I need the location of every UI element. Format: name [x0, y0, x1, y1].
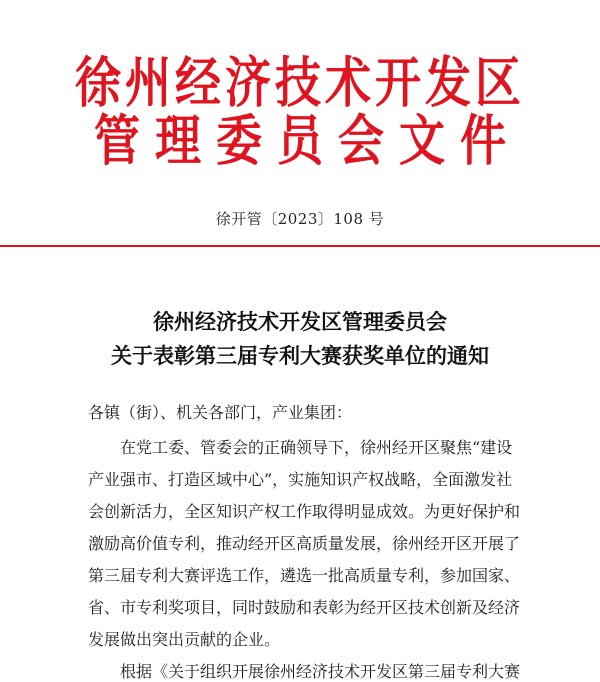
body-line: 省、市专利奖项目，同时鼓励和表彰为经开区技术创新及经济: [88, 598, 521, 617]
body-line: 根据《关于组织开展徐州经济技术开发区第三届专利大赛: [88, 662, 521, 681]
notice-title-line1: 徐州经济技术开发区管理委员会: [153, 309, 447, 334]
document-header-line1: 徐州经济技术开发区: [75, 50, 525, 115]
body-line: 激励高价值专利，推动经开区高质量发展，徐州经开区开展了: [88, 534, 521, 553]
body-line: 产业强市、打造区域中心”，实施知识产权战略，全面激发社: [88, 470, 513, 489]
body-line: 会创新活力，全区知识产权工作取得明显成效。为更好保护和: [88, 502, 521, 521]
body-line: 第三届专利大赛评选工作，遴选一批高质量专利，参加国家、: [88, 566, 521, 585]
body-line: 发展做出突出贡献的企业。: [88, 630, 281, 649]
red-divider-line: [0, 245, 600, 247]
document-number: 徐开管〔2023〕108 号: [215, 210, 385, 228]
salutation: 各镇（街）、机关各部门，产业集团：: [88, 403, 353, 422]
document-header-line2: 管理委员会文件: [94, 108, 521, 173]
body-line: 在党工委、管委会的正确领导下，徐州经开区聚焦“建设: [88, 438, 513, 457]
notice-title-line2: 关于表彰第三届专利大赛获奖单位的通知: [111, 343, 489, 368]
